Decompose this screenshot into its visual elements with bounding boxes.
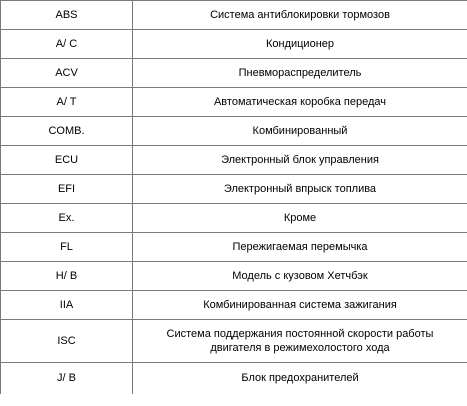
- meaning-cell: Электронный впрыск топлива: [133, 175, 467, 204]
- table-row: [1, 146, 467, 175]
- abbreviation-cell: FL: [1, 233, 133, 262]
- abbreviation-cell: COMB.: [1, 117, 133, 146]
- meaning-cell: Пережигаемая перемычка: [133, 233, 467, 262]
- meaning-cell: Кроме: [133, 204, 467, 233]
- table-row: [1, 262, 467, 291]
- meaning-cell: Автоматическая коробка передач: [133, 88, 467, 117]
- table-row: [1, 204, 467, 233]
- abbreviation-cell: A/ C: [1, 30, 133, 59]
- table-row: [1, 363, 467, 394]
- meaning-line: двигателя в режимехолостого хода: [210, 342, 390, 354]
- meaning-cell: Пневмораспределитель: [133, 59, 467, 88]
- meaning-cell: Комбинированный: [133, 117, 467, 146]
- abbreviation-cell: Ex.: [1, 204, 133, 233]
- meaning-cell: Блок предохранителей: [133, 363, 467, 394]
- abbreviation-cell: EFI: [1, 175, 133, 204]
- abbreviation-cell: ACV: [1, 59, 133, 88]
- table-row: [1, 233, 467, 262]
- abbreviation-cell: A/ T: [1, 88, 133, 117]
- table-row: [1, 175, 467, 204]
- table-row: [1, 30, 467, 59]
- meaning-cell: Система антиблокировки тормозов: [133, 1, 467, 30]
- table-row: [1, 117, 467, 146]
- meaning-cell: Комбинированная система зажигания: [133, 291, 467, 320]
- meaning-cell: Модель с кузовом Хетчбэк: [133, 262, 467, 291]
- table-row: [1, 320, 467, 363]
- abbreviation-cell: H/ B: [1, 262, 133, 291]
- meaning-cell: Электронный блок управления: [133, 146, 467, 175]
- abbreviation-cell: ABS: [1, 1, 133, 30]
- abbreviation-cell: J/ B: [1, 363, 133, 394]
- table-row: [1, 1, 467, 30]
- table-row: [1, 88, 467, 117]
- meaning-cell: [133, 320, 467, 363]
- meaning-line: Система поддержания постоянной скорости работы: [166, 328, 434, 340]
- table-row: [1, 59, 467, 88]
- abbreviation-cell: ISC: [1, 320, 133, 363]
- abbreviation-cell: IIA: [1, 291, 133, 320]
- meaning-cell: Кондиционер: [133, 30, 467, 59]
- table-row: [1, 291, 467, 320]
- abbreviation-cell: ECU: [1, 146, 133, 175]
